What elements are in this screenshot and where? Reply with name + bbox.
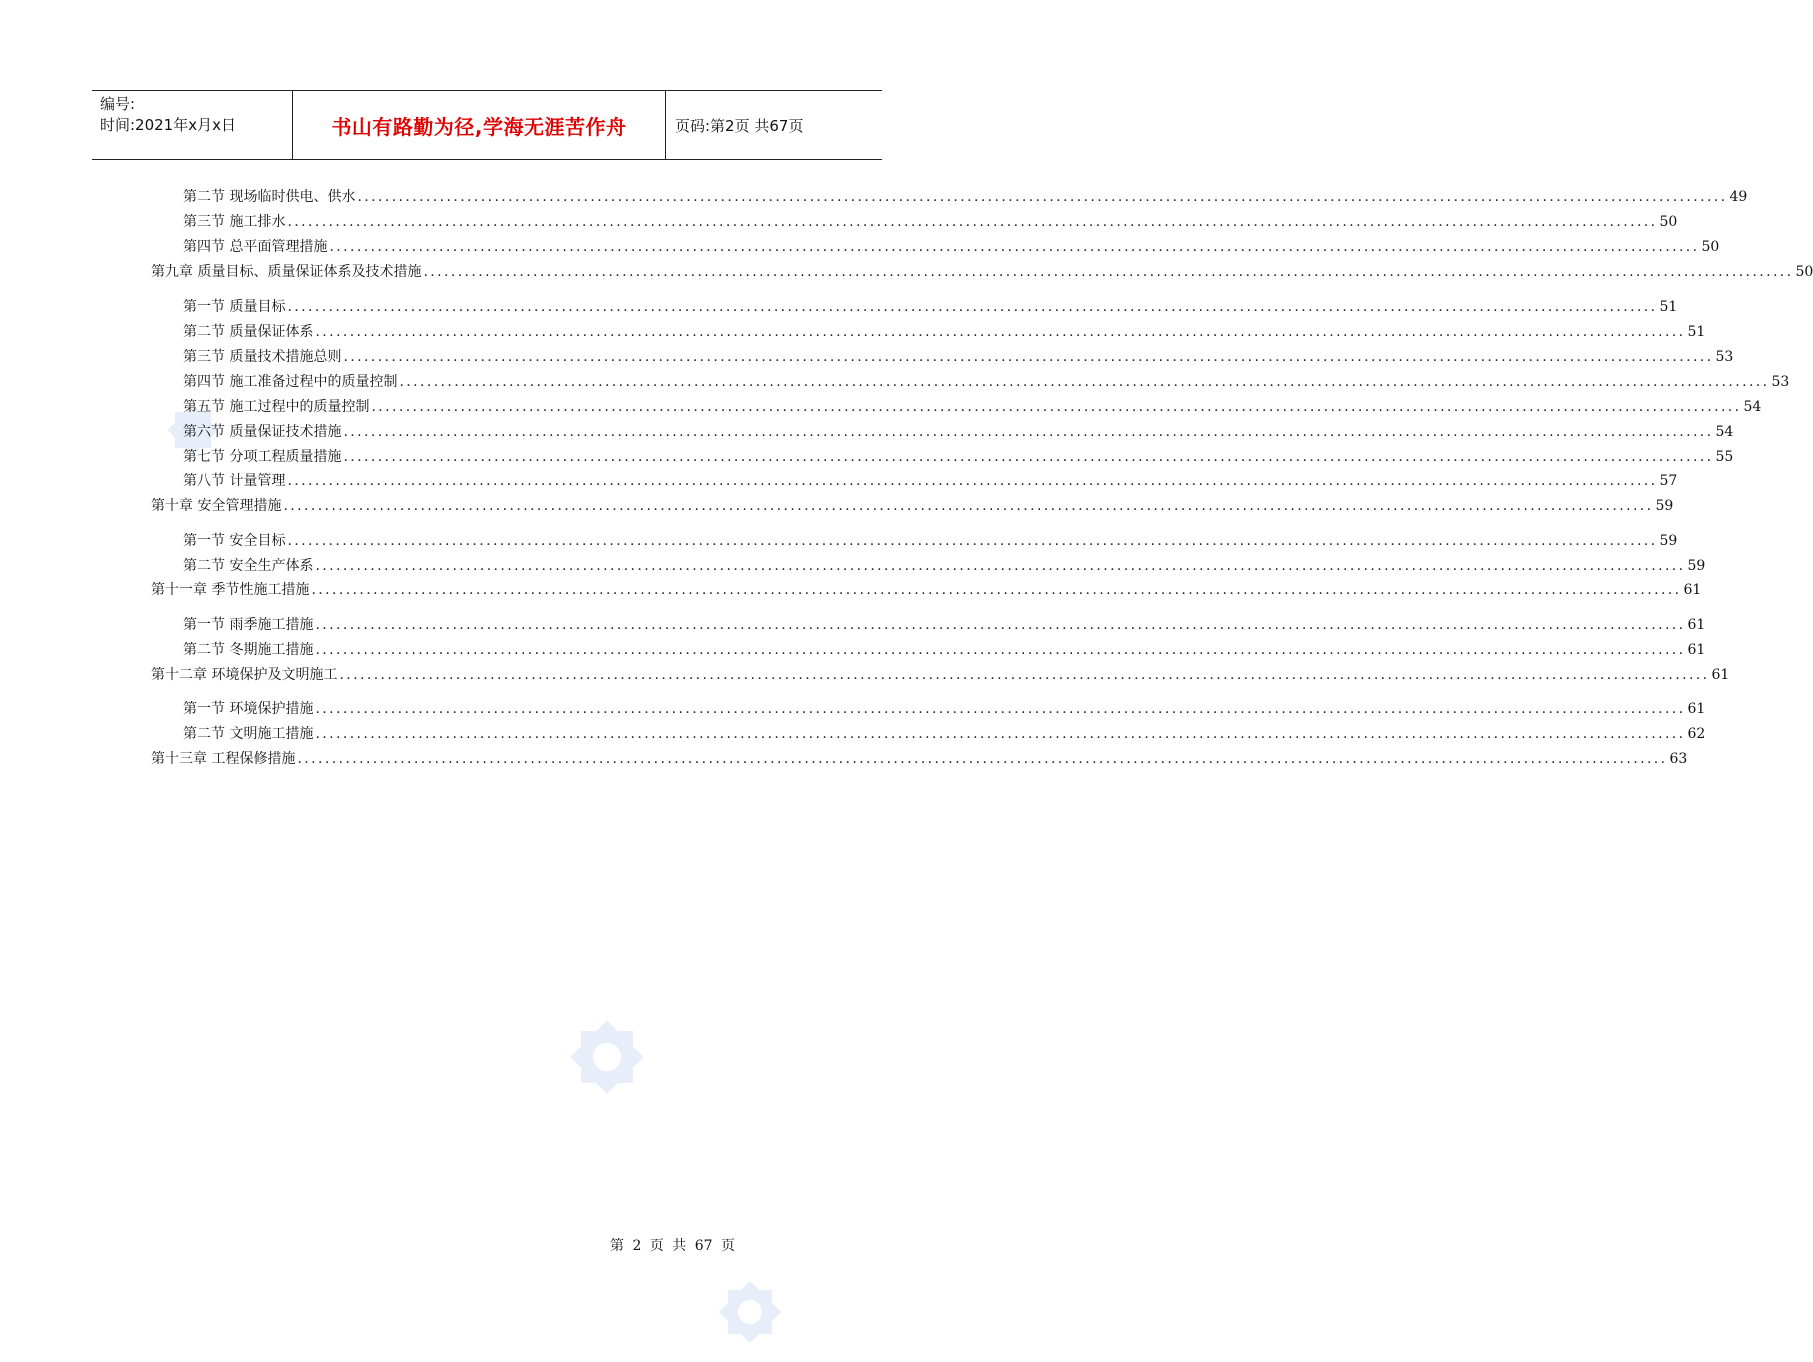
toc-page-number: 61 (1688, 699, 1706, 719)
header-motto: 书山有路勤为径,学海无涯苦作舟 (293, 91, 665, 159)
toc-leader-dots: ........................................................................................................................................................................................................ (315, 724, 1685, 744)
page-footer: 第 2 页 共 67 页 (610, 1235, 735, 1255)
toc-leader-dots: ........................................................................................................................................................................................................ (287, 531, 1657, 551)
toc-page-number: 59 (1660, 531, 1678, 551)
toc-leader-dots: ........................................................................................................................................................................................................ (423, 262, 1793, 282)
toc-entry-title: 第三节 质量技术措施总则 (183, 347, 341, 367)
toc-section-entry (183, 187, 854, 207)
toc-entry-title: 第一节 雨季施工措施 (183, 615, 313, 635)
toc-page-number: 59 (1656, 496, 1674, 516)
toc-entry-title: 第一节 安全目标 (183, 531, 285, 551)
toc-page-number: 50 (1660, 212, 1678, 232)
toc-leader-dots: ........................................................................................................................................................................................................ (343, 447, 1713, 467)
toc-section-entry (183, 422, 854, 442)
toc-entry-title: 第四节 总平面管理措施 (183, 237, 327, 257)
toc-entry-title: 第十章 安全管理措施 (151, 496, 281, 516)
toc-page-number: 61 (1684, 580, 1702, 600)
toc-page-number: 50 (1702, 237, 1720, 257)
toc-entry-title: 第八节 计量管理 (183, 471, 285, 491)
toc-section-entry (183, 447, 854, 467)
toc-page-number: 51 (1688, 322, 1706, 342)
toc-leader-dots: ........................................................................................................................................................................................................ (283, 496, 1653, 516)
toc-leader-dots: ........................................................................................................................................................................................................ (343, 347, 1713, 367)
toc-section-entry (183, 212, 854, 232)
toc-chapter-entry (151, 749, 779, 769)
toc-entry-title: 第四节 施工准备过程中的质量控制 (183, 372, 397, 392)
toc-entry-title: 第十一章 季节性施工措施 (151, 580, 309, 600)
page-header (92, 90, 882, 160)
toc-page-number: 49 (1730, 187, 1748, 207)
toc-leader-dots: ........................................................................................................................................................................................................ (315, 322, 1685, 342)
toc-entry-title: 第二节 文明施工措施 (183, 724, 313, 744)
toc-page-number: 55 (1716, 447, 1734, 467)
toc-page-number: 53 (1716, 347, 1734, 367)
toc-leader-dots: ........................................................................................................................................................................................................ (287, 212, 1657, 232)
toc-page-number: 50 (1796, 262, 1813, 282)
toc-page-number: 54 (1744, 397, 1762, 417)
toc-leader-dots: ........................................................................................................................................................................................................ (311, 580, 1681, 600)
toc-page-number: 54 (1716, 422, 1734, 442)
header-meta (100, 94, 236, 136)
toc-page-number: 62 (1688, 724, 1706, 744)
toc-page-number: 51 (1660, 297, 1678, 317)
toc-leader-dots: ........................................................................................................................................................................................................ (315, 699, 1685, 719)
toc-leader-dots: ........................................................................................................................................................................................................ (315, 615, 1685, 635)
toc-entry-title: 第二节 现场临时供电、供水 (183, 187, 355, 207)
toc-page-number: 61 (1688, 640, 1706, 660)
toc-section-entry (183, 347, 854, 367)
toc-leader-dots: ........................................................................................................................................................................................................ (287, 297, 1657, 317)
toc-section-entry (183, 556, 854, 576)
toc-chapter-entry (151, 665, 779, 685)
toc-page-number: 61 (1712, 665, 1730, 685)
toc-section-entry (183, 372, 854, 392)
watermark-ornament-icon (700, 1262, 800, 1362)
toc-chapter-entry (151, 262, 779, 282)
header-page-info: 页码:第2页 共67页 (675, 91, 803, 159)
toc-leader-dots: ........................................................................................................................................................................................................ (399, 372, 1769, 392)
toc-leader-dots: ........................................................................................................................................................................................................ (371, 397, 1741, 417)
document-number-label: 编号: (100, 94, 236, 115)
toc-leader-dots: ........................................................................................................................................................................................................ (329, 237, 1699, 257)
watermark-ornament-icon (548, 998, 666, 1116)
toc-page-number: 61 (1688, 615, 1706, 635)
toc-entry-title: 第九章 质量目标、质量保证体系及技术措施 (151, 262, 421, 282)
toc-leader-dots: ........................................................................................................................................................................................................ (297, 749, 1667, 769)
toc-section-entry (183, 237, 854, 257)
toc-section-entry (183, 297, 854, 317)
toc-page-number: 59 (1688, 556, 1706, 576)
toc-section-entry (183, 531, 854, 551)
toc-leader-dots: ........................................................................................................................................................................................................ (339, 665, 1709, 685)
header-divider (665, 91, 666, 159)
toc-page-number: 57 (1660, 471, 1678, 491)
toc-entry-title: 第一节 环境保护措施 (183, 699, 313, 719)
toc-chapter-entry (151, 496, 779, 516)
toc-entry-title: 第五节 施工过程中的质量控制 (183, 397, 369, 417)
document-time: 时间:2021年x月x日 (100, 115, 236, 136)
toc-page-number: 53 (1772, 372, 1790, 392)
toc-entry-title: 第七节 分项工程质量措施 (183, 447, 341, 467)
toc-entry-title: 第六节 质量保证技术措施 (183, 422, 341, 442)
toc-section-entry (183, 615, 854, 635)
toc-leader-dots: ........................................................................................................................................................................................................ (343, 422, 1713, 442)
toc-entry-title: 第三节 施工排水 (183, 212, 285, 232)
toc-entry-title: 第二节 质量保证体系 (183, 322, 313, 342)
toc-entry-title: 第二节 冬期施工措施 (183, 640, 313, 660)
toc-leader-dots: ........................................................................................................................................................................................................ (287, 471, 1657, 491)
toc-entry-title: 第十二章 环境保护及文明施工 (151, 665, 337, 685)
toc-entry-title: 第二节 安全生产体系 (183, 556, 313, 576)
toc-section-entry (183, 699, 854, 719)
toc-section-entry (183, 640, 854, 660)
toc-leader-dots: ........................................................................................................................................................................................................ (315, 640, 1685, 660)
toc-leader-dots: ........................................................................................................................................................................................................ (315, 556, 1685, 576)
toc-section-entry (183, 471, 854, 491)
toc-entry-title: 第一节 质量目标 (183, 297, 285, 317)
toc-section-entry (183, 322, 854, 342)
toc-section-entry (183, 724, 854, 744)
toc-page-number: 63 (1670, 749, 1688, 769)
toc-entry-title: 第十三章 工程保修措施 (151, 749, 295, 769)
toc-leader-dots: ........................................................................................................................................................................................................ (357, 187, 1727, 207)
toc-section-entry (183, 397, 854, 417)
toc-chapter-entry (151, 580, 779, 600)
